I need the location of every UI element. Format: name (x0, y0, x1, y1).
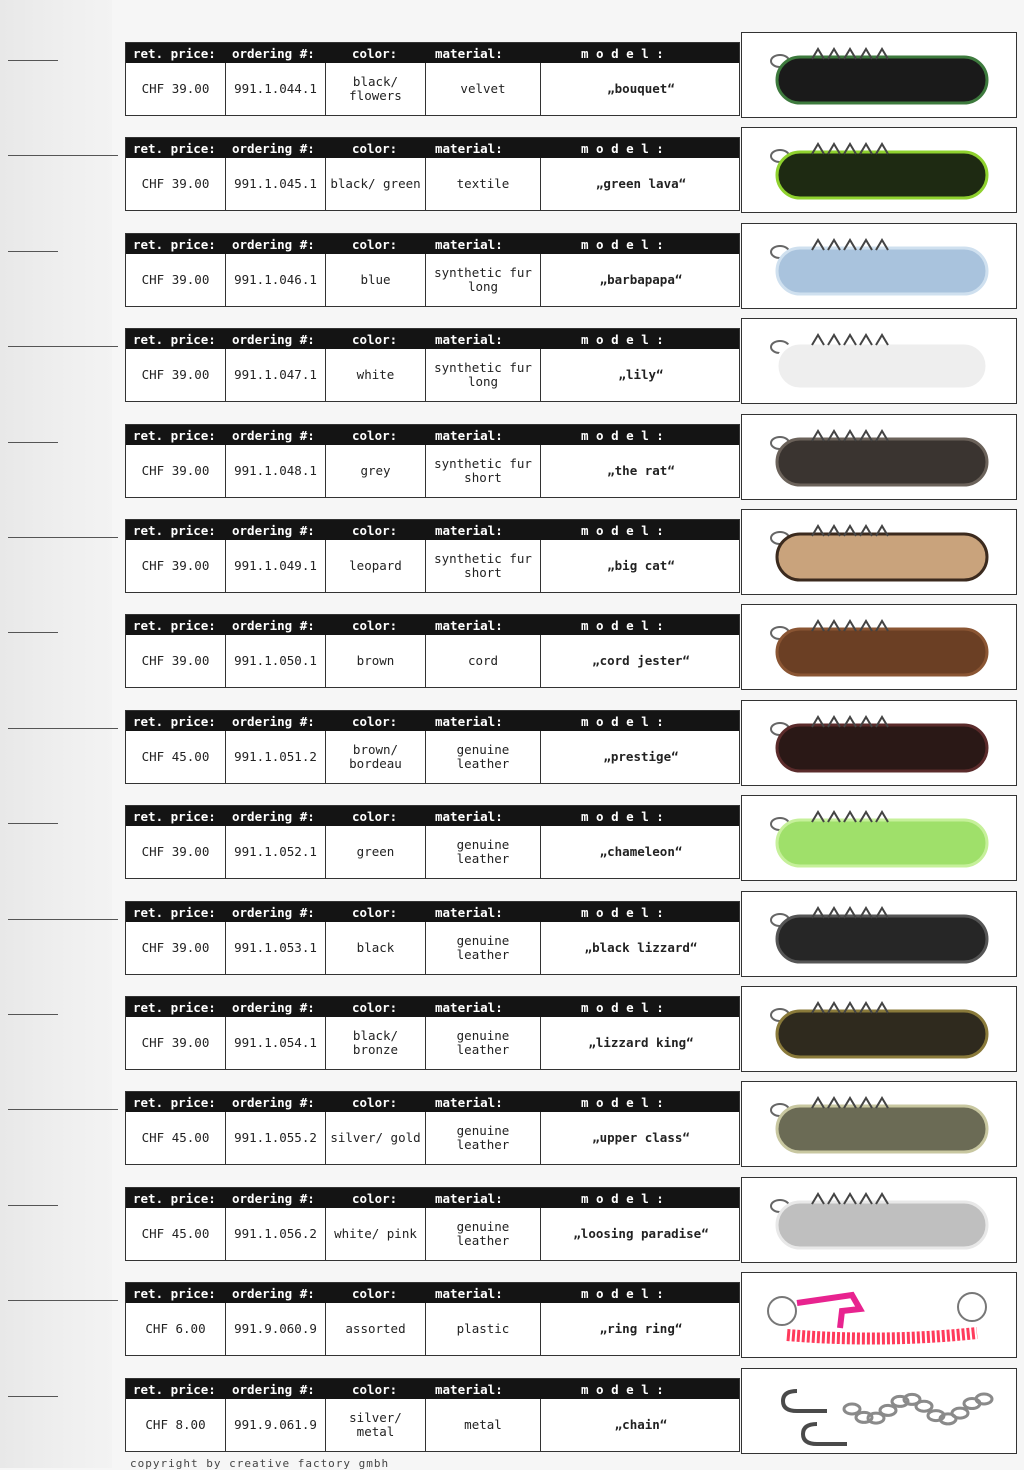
color-cell: white (326, 349, 426, 401)
product-row (125, 986, 1017, 1072)
header-order: ordering #: (232, 1095, 315, 1111)
header-order: ordering #: (232, 141, 315, 157)
material-cell: velvet (426, 63, 541, 115)
product-spec-table (125, 424, 740, 498)
product-image (741, 1368, 1017, 1454)
product-row (125, 318, 1017, 404)
product-image (741, 414, 1017, 500)
material-cell: genuine leather (426, 731, 541, 783)
ordering-number-cell: 991.1.054.1 (226, 1017, 326, 1069)
product-row (125, 604, 1017, 690)
header-price: ret. price: (133, 1190, 216, 1206)
header-order: ordering #: (232, 236, 315, 252)
header-model: m o d e l : (581, 1381, 664, 1397)
product-spec-table (125, 1187, 740, 1261)
ordering-number-cell: 991.1.056.2 (226, 1208, 326, 1260)
ordering-number-cell: 991.1.051.2 (226, 731, 326, 783)
spec-header-bar (126, 1379, 739, 1399)
product-row (125, 223, 1017, 309)
header-price: ret. price: (133, 809, 216, 825)
product-row (125, 1081, 1017, 1167)
product-image (741, 891, 1017, 977)
product-row (125, 891, 1017, 977)
header-price: ret. price: (133, 1286, 216, 1302)
spec-header-bar (126, 1092, 739, 1112)
pocket-knife-icon (742, 987, 1016, 1071)
product-row (125, 1177, 1017, 1263)
header-price: ret. price: (133, 523, 216, 538)
header-material: material: (435, 1095, 503, 1111)
retail-price-cell: CHF 45.00 (126, 1208, 226, 1260)
ordering-number-cell: 991.9.060.9 (226, 1303, 326, 1355)
header-material: material: (435, 1381, 503, 1397)
header-model: m o d e l : (581, 236, 664, 252)
product-spec-table (125, 328, 740, 402)
pocket-knife-icon (742, 796, 1016, 880)
header-color: color: (352, 1190, 398, 1206)
product-spec-table (125, 805, 740, 879)
product-spec-table (125, 1282, 740, 1356)
product-image (741, 32, 1017, 118)
retail-price-cell: CHF 39.00 (126, 445, 226, 497)
spec-header-bar (126, 997, 739, 1017)
header-order: ordering #: (232, 46, 315, 61)
product-row (125, 414, 1017, 500)
product-spec-table (125, 137, 740, 211)
model-name-cell: „upper class“ (592, 1130, 690, 1146)
model-name-cell: „barbapapa“ (599, 271, 683, 287)
header-material: material: (435, 523, 503, 538)
product-spec-table (125, 233, 740, 307)
header-material: material: (435, 1000, 503, 1015)
material-cell: genuine leather (426, 922, 541, 974)
header-order: ordering #: (232, 523, 315, 538)
side-marker-line (8, 155, 118, 156)
header-model: m o d e l : (581, 141, 664, 157)
color-cell: silver/ gold (326, 1112, 426, 1164)
pocket-knife-icon (742, 319, 1016, 403)
header-color: color: (352, 523, 398, 538)
product-spec-table (125, 1091, 740, 1165)
material-cell: synthetic fur long (426, 254, 541, 306)
ordering-number-cell: 991.1.046.1 (226, 254, 326, 306)
ordering-number-cell: 991.1.052.1 (226, 826, 326, 878)
spec-header-bar (126, 1283, 739, 1303)
model-name-cell: „chameleon“ (599, 844, 683, 860)
header-material: material: (435, 713, 503, 729)
header-price: ret. price: (133, 1381, 216, 1397)
retail-price-cell: CHF 45.00 (126, 731, 226, 783)
header-price: ret. price: (133, 332, 216, 348)
header-price: ret. price: (133, 1000, 216, 1015)
header-price: ret. price: (133, 141, 216, 157)
header-model: m o d e l : (581, 618, 664, 634)
material-cell: genuine leather (426, 826, 541, 878)
retail-price-cell: CHF 39.00 (126, 254, 226, 306)
side-marker-line (8, 728, 118, 729)
side-marker-line (8, 442, 58, 443)
retail-price-cell: CHF 39.00 (126, 63, 226, 115)
side-marker-line (8, 60, 58, 61)
header-order: ordering #: (232, 427, 315, 443)
material-cell: genuine leather (426, 1112, 541, 1164)
retail-price-cell: CHF 39.00 (126, 540, 226, 592)
spec-header-bar (126, 43, 739, 63)
material-cell: genuine leather (426, 1017, 541, 1069)
model-name-cell: „green lava“ (595, 176, 687, 192)
product-image (741, 986, 1017, 1072)
header-price: ret. price: (133, 46, 216, 61)
header-model: m o d e l : (581, 1000, 664, 1015)
model-name-cell: „lizzard king“ (588, 1035, 694, 1050)
pocket-knife-icon (742, 892, 1016, 976)
model-name-cell: „cord jester“ (592, 653, 690, 669)
header-material: material: (435, 141, 503, 157)
header-material: material: (435, 332, 503, 348)
header-order: ordering #: (232, 713, 315, 729)
header-color: color: (352, 1381, 398, 1397)
product-spec-table (125, 519, 740, 593)
side-marker-line (8, 919, 118, 920)
header-model: m o d e l : (581, 1190, 664, 1206)
ordering-number-cell: 991.1.044.1 (226, 63, 326, 115)
spec-header-bar (126, 234, 739, 254)
header-price: ret. price: (133, 713, 216, 729)
material-cell: synthetic fur long (426, 349, 541, 401)
ordering-number-cell: 991.1.047.1 (226, 349, 326, 401)
chain-icon (742, 1369, 1016, 1453)
ordering-number-cell: 991.1.055.2 (226, 1112, 326, 1164)
header-color: color: (352, 332, 398, 348)
ordering-number-cell: 991.1.049.1 (226, 540, 326, 592)
pocket-knife-icon (742, 33, 1016, 117)
spec-header-bar (126, 138, 739, 158)
product-spec-table (125, 710, 740, 784)
header-price: ret. price: (133, 236, 216, 252)
model-name-cell: „the rat“ (607, 462, 675, 478)
product-row (125, 700, 1017, 786)
material-cell: genuine leather (426, 1208, 541, 1260)
ordering-number-cell: 991.1.050.1 (226, 635, 326, 687)
lanyard-icon (742, 1273, 1016, 1357)
product-image (741, 318, 1017, 404)
pocket-knife-icon (742, 128, 1016, 212)
retail-price-cell: CHF 39.00 (126, 635, 226, 687)
spec-header-bar (126, 329, 739, 349)
header-model: m o d e l : (581, 713, 664, 729)
product-spec-table (125, 901, 740, 975)
color-cell: white/ pink (326, 1208, 426, 1260)
color-cell: black/ green (326, 158, 426, 210)
model-name-cell: „black lizzard“ (584, 939, 698, 955)
header-price: ret. price: (133, 904, 216, 920)
ordering-number-cell: 991.1.053.1 (226, 922, 326, 974)
pocket-knife-icon (742, 1178, 1016, 1262)
header-color: color: (352, 713, 398, 729)
header-price: ret. price: (133, 1095, 216, 1111)
header-material: material: (435, 809, 503, 825)
retail-price-cell: CHF 8.00 (126, 1399, 226, 1451)
color-cell: brown (326, 635, 426, 687)
header-color: color: (352, 1000, 398, 1015)
header-order: ordering #: (232, 1000, 315, 1015)
material-cell: plastic (426, 1303, 541, 1355)
product-row (125, 795, 1017, 881)
model-name-cell: „big cat“ (607, 558, 675, 573)
header-material: material: (435, 1286, 503, 1302)
header-order: ordering #: (232, 809, 315, 825)
product-image (741, 223, 1017, 309)
pocket-knife-icon (742, 1082, 1016, 1166)
header-material: material: (435, 1190, 503, 1206)
spec-header-bar (126, 1188, 739, 1208)
product-spec-table (125, 996, 740, 1070)
product-image (741, 700, 1017, 786)
header-order: ordering #: (232, 332, 315, 348)
header-color: color: (352, 904, 398, 920)
retail-price-cell: CHF 39.00 (126, 1017, 226, 1069)
product-image (741, 1272, 1017, 1358)
model-name-cell: „prestige“ (603, 748, 679, 764)
retail-price-cell: CHF 39.00 (126, 922, 226, 974)
header-color: color: (352, 1286, 398, 1302)
ordering-number-cell: 991.9.061.9 (226, 1399, 326, 1451)
color-cell: silver/ metal (326, 1399, 426, 1451)
spec-header-bar (126, 425, 739, 445)
header-material: material: (435, 618, 503, 634)
header-material: material: (435, 427, 503, 443)
retail-price-cell: CHF 39.00 (126, 158, 226, 210)
model-name-cell: „ring ring“ (599, 1321, 683, 1337)
model-name-cell: „chain“ (614, 1416, 668, 1432)
model-name-cell: „loosing paradise“ (573, 1225, 709, 1241)
color-cell: black/ bronze (326, 1017, 426, 1069)
product-spec-table (125, 1378, 740, 1452)
spec-header-bar (126, 806, 739, 826)
header-color: color: (352, 1095, 398, 1111)
copyright-footer: copyright by creative factory gmbh (130, 1457, 390, 1470)
spec-header-bar (126, 902, 739, 922)
spec-header-bar (126, 615, 739, 635)
color-cell: assorted (326, 1303, 426, 1355)
product-image (741, 604, 1017, 690)
side-marker-line (8, 346, 118, 347)
header-material: material: (435, 904, 503, 920)
material-cell: synthetic fur short (426, 445, 541, 497)
color-cell: leopard (326, 540, 426, 592)
material-cell: cord (426, 635, 541, 687)
pocket-knife-icon (742, 224, 1016, 308)
header-model: m o d e l : (581, 904, 664, 920)
header-material: material: (435, 236, 503, 252)
side-marker-line (8, 537, 118, 538)
product-row (125, 1272, 1017, 1358)
product-row (125, 32, 1017, 118)
header-model: m o d e l : (581, 1095, 664, 1111)
header-price: ret. price: (133, 618, 216, 634)
header-model: m o d e l : (581, 1286, 664, 1302)
side-marker-line (8, 1396, 58, 1397)
material-cell: synthetic fur short (426, 540, 541, 592)
side-marker-line (8, 1300, 118, 1301)
side-marker-line (8, 251, 58, 252)
pocket-knife-icon (742, 701, 1016, 785)
side-marker-line (8, 1014, 58, 1015)
color-cell: black/ flowers (326, 63, 426, 115)
retail-price-cell: CHF 45.00 (126, 1112, 226, 1164)
material-cell: metal (426, 1399, 541, 1451)
material-cell: textile (426, 158, 541, 210)
pocket-knife-icon (742, 605, 1016, 689)
product-image (741, 1177, 1017, 1263)
color-cell: blue (326, 254, 426, 306)
header-price: ret. price: (133, 427, 216, 443)
product-row (125, 509, 1017, 595)
pocket-knife-icon (742, 510, 1016, 594)
product-image (741, 509, 1017, 595)
header-order: ordering #: (232, 904, 315, 920)
side-marker-line (8, 632, 58, 633)
header-color: color: (352, 46, 398, 61)
product-spec-table (125, 614, 740, 688)
product-row (125, 1368, 1017, 1454)
header-model: m o d e l : (581, 523, 664, 538)
header-model: m o d e l : (581, 46, 664, 61)
pocket-knife-icon (742, 415, 1016, 499)
header-model: m o d e l : (581, 427, 664, 443)
side-marker-line (8, 1205, 58, 1206)
header-model: m o d e l : (581, 332, 664, 348)
product-image (741, 1081, 1017, 1167)
header-color: color: (352, 809, 398, 825)
color-cell: black (326, 922, 426, 974)
model-name-cell: „lily“ (618, 367, 664, 383)
header-color: color: (352, 141, 398, 157)
retail-price-cell: CHF 39.00 (126, 349, 226, 401)
color-cell: brown/ bordeau (326, 731, 426, 783)
product-row (125, 127, 1017, 213)
header-model: m o d e l : (581, 809, 664, 825)
ordering-number-cell: 991.1.045.1 (226, 158, 326, 210)
side-marker-line (8, 823, 58, 824)
retail-price-cell: CHF 6.00 (126, 1303, 226, 1355)
header-order: ordering #: (232, 1381, 315, 1397)
header-order: ordering #: (232, 1190, 315, 1206)
left-decorative-band (0, 0, 112, 1468)
product-spec-table (125, 42, 740, 116)
spec-header-bar (126, 711, 739, 731)
header-order: ordering #: (232, 1286, 315, 1302)
color-cell: grey (326, 445, 426, 497)
product-image (741, 127, 1017, 213)
side-marker-line (8, 1109, 118, 1110)
ordering-number-cell: 991.1.048.1 (226, 445, 326, 497)
color-cell: green (326, 826, 426, 878)
retail-price-cell: CHF 39.00 (126, 826, 226, 878)
product-image (741, 795, 1017, 881)
header-color: color: (352, 427, 398, 443)
header-color: color: (352, 618, 398, 634)
header-color: color: (352, 236, 398, 252)
model-name-cell: „bouquet“ (607, 81, 675, 96)
header-order: ordering #: (232, 618, 315, 634)
spec-header-bar (126, 520, 739, 540)
header-material: material: (435, 46, 503, 61)
